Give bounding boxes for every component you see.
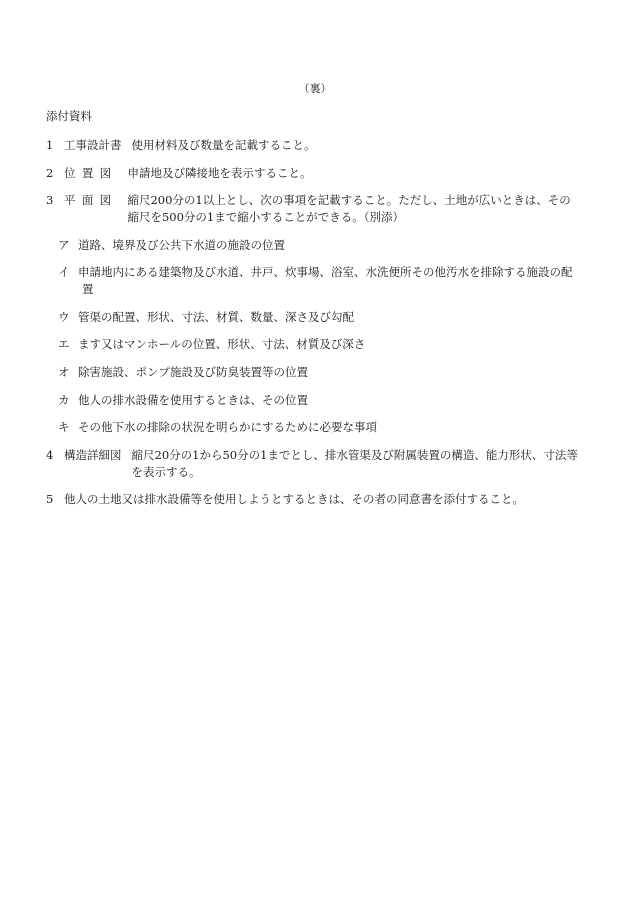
attachment-list: [46, 137, 591, 519]
item-description-continued: 縮尺を500分の1まで縮小することができる。（別添）: [127, 210, 404, 225]
item-title: 位置図: [64, 165, 118, 180]
item-number: 3: [46, 193, 54, 208]
sub-item-letter: ウ: [58, 309, 70, 324]
sub-list-item: [46, 392, 591, 409]
sub-item-text: 道路、境界及び公共下水道の施設の位置: [78, 237, 285, 252]
sub-item-letter: キ: [58, 420, 70, 435]
sub-item-text: ます又はマンホールの位置、形状、寸法、材質及び深さ: [78, 337, 366, 352]
sub-item-letter: エ: [58, 337, 70, 352]
sub-item-text-block: [78, 264, 591, 297]
item-description: 他人の土地又は排水設備等を使用しようとするときは、その者の同意書を添付すること。: [64, 492, 524, 507]
sub-list-item: [46, 237, 591, 254]
list-item: [46, 137, 591, 154]
sub-list-item: [46, 309, 591, 326]
item-number: 4: [46, 448, 54, 463]
sub-item-text: 管渠の配置、形状、寸法、材質、数量、深さ及び勾配: [78, 309, 354, 324]
item-description-block: [127, 192, 591, 225]
sub-item-letter: カ: [58, 392, 70, 407]
sub-list-item: [46, 264, 591, 297]
item-description: 縮尺200分の1以上とし、次の事項を記載すること。ただし、土地が広いときは、その: [127, 193, 571, 208]
item-description: 縮尺20分の1から50分の1までとし、排水管渠及び附属装置の構造、能力形状、寸法等: [131, 448, 578, 463]
item-description-continued: を表示する。: [131, 464, 201, 479]
sub-item-letter: ア: [58, 237, 70, 252]
item-number: 2: [46, 165, 54, 180]
sub-item-letter: イ: [58, 265, 70, 280]
item-description-block: [132, 447, 592, 480]
sub-list-item: [46, 364, 591, 381]
sub-item-text: 他人の排水設備を使用するときは、その位置: [78, 392, 308, 407]
section-heading: 添付資料: [46, 109, 92, 123]
item-title: 工事設計書: [64, 138, 122, 152]
sub-item-letter: オ: [58, 365, 70, 380]
sub-item-text-continued: 置: [82, 282, 94, 297]
sub-list-item: [46, 419, 591, 436]
list-item: [46, 447, 591, 480]
list-item: [46, 491, 591, 508]
item-description: 申請地及び隣接地を表示すること。: [127, 165, 312, 180]
item-description: 使用材料及び数量を記載すること。: [131, 138, 316, 152]
page-side-label: （裏）: [298, 82, 332, 95]
item-title: 平面図: [64, 193, 118, 208]
sub-item-text: その他下水の排除の状況を明らかにするために必要な事項: [78, 420, 377, 435]
item-title: 構造詳細図: [64, 448, 122, 463]
item-number: 5: [46, 492, 54, 507]
list-item: [46, 165, 591, 182]
item-number: 1: [46, 138, 54, 152]
sub-item-text: 除害施設、ポンプ施設及び防臭装置等の位置: [78, 365, 308, 380]
sub-list-item: [46, 336, 591, 353]
sub-item-text: 申請地内にある建築物及び水道、井戸、炊事場、浴室、水洗便所その他汚水を排除する施設の配: [78, 265, 573, 280]
list-item: [46, 192, 591, 225]
